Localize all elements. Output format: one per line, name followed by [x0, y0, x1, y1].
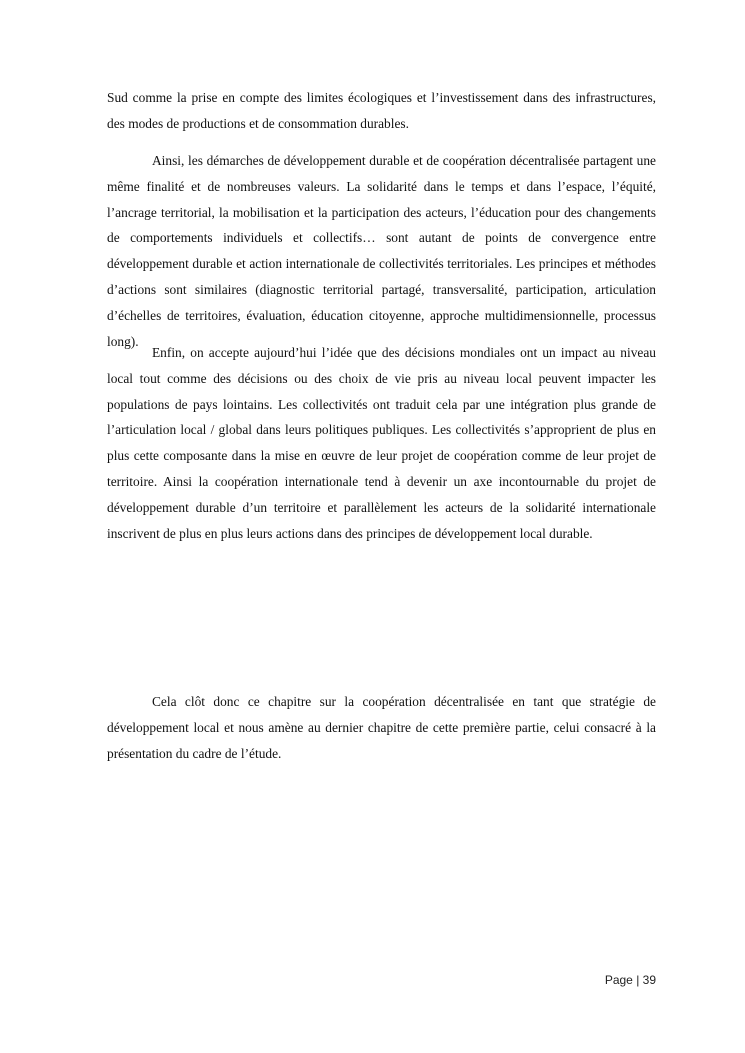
paragraph-3: Enfin, on accepte aujourd’hui l’idée que des décisions mondiales ont un impact au niveau local tout comme des décisions ou des choix de vie pris au niveau local peuvent impacter les populations de pays lointains. Les collectivités ont traduit cela par une intégration plus grande de l’articulation local / global dans leurs politiques publiques. Les collectivités s’approprient de plus en plus cette composante dans la mise en œuvre de leur projet de coopération comme de leur projet de territoire. Ainsi la coopération internationale tend à devenir un axe incontournable du projet de développement durable d’un territoire et parallèlement les acteurs de la solidarité internationale inscrivent de plus en plus leurs actions dans des principes de développement local durable. — [107, 345, 656, 541]
paragraph-conclusion-block — [107, 689, 656, 766]
paragraph-4: Cela clôt donc ce chapitre sur la coopération décentralisée en tant que stratégie de développement local et nous amène au dernier chapitre de cette première partie, celui consacré à la présentation du cadre de l’étude. — [107, 694, 656, 761]
paragraph-continuation-block — [107, 85, 656, 137]
page-number-footer: Page | 39 — [604, 973, 656, 987]
paragraph-2: Ainsi, les démarches de développement durable et de coopération décentralisée partagent une même finalité et de nombreuses valeurs. La solidarité dans le temps et dans l’espace, l’équité, l’ancrage territorial, la mobilisation et la participation des acteurs, l’éducation pour des changements de comportements individuels et collectifs… sont autant de points de convergence entre développement durable et action internationale de collectivités territoriales. Les principes et méthodes d’actions sont similaires (diagnostic territorial partagé, transversalité, participation, articulation d’échelles de territoires, évaluation, éducation citoyenne, approche multidimensionnelle, processus long). — [107, 153, 656, 349]
paragraph-convergence-block — [107, 148, 656, 354]
paragraph-local-global-block — [107, 340, 656, 546]
paragraph-1: Sud comme la prise en compte des limites écologiques et l’investissement dans des infrastructures, des modes de productions et de consommation durables. — [107, 90, 656, 131]
